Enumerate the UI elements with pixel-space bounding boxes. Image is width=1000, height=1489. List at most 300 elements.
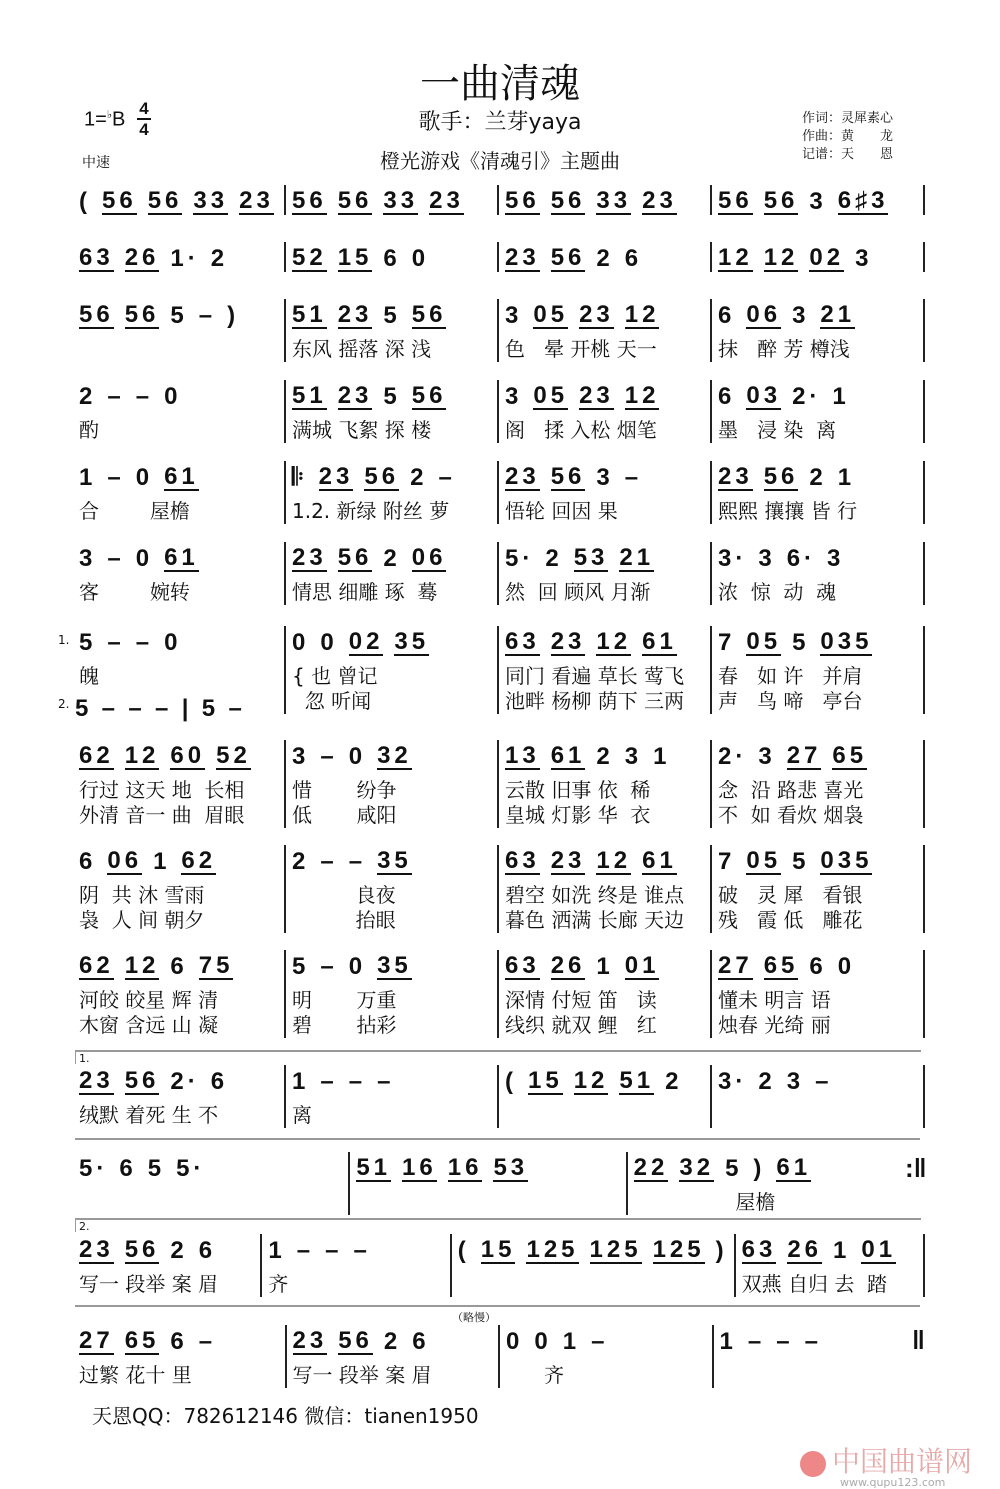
volta-bracket-2 [75,1218,921,1232]
notes [292,845,491,875]
note-group: 6· [786,545,817,572]
note-group: 2 [79,383,97,410]
measure [73,1234,262,1297]
lyric-line: 行过 这天 地 长相 [79,778,245,802]
note-group: 56 [124,1236,160,1263]
notes [79,299,278,329]
note-group: 1 [837,464,856,491]
note-group: 33 [596,187,632,214]
note-group: 61 [776,1154,812,1181]
note-group: 26 [124,244,160,271]
note-group: 56 [550,244,586,271]
lyric-line: 木窗 含远 山 凝 [79,1013,219,1037]
volta-bracket-1-cont [75,1138,920,1152]
note-group: 21 [619,544,655,571]
note-group: – [135,383,154,410]
note-group: 1· [170,245,200,272]
staff-system [73,242,925,272]
note-group: – [198,302,217,329]
subtitle: 橙光游戏《清魂引》主题曲 [380,149,620,173]
note-group: – [377,1068,395,1095]
notes [79,845,278,875]
note-group: 1 [832,383,850,410]
note-group: 05 [746,628,782,655]
note-group: 23 [337,382,373,409]
notes [292,542,491,572]
note-group: 0 [135,545,154,572]
note-group: 3 [792,302,810,329]
note-group: 0 [348,953,367,980]
lyric-line: 写一 段举 案 眉 [79,1272,219,1296]
note-group: 2 [410,464,428,491]
measure [286,380,499,443]
lyric-line: 同门 看遍 草长 莺飞 [505,664,685,688]
note-group: 0 [164,629,182,656]
notes [505,845,704,875]
note-group: – [198,1328,217,1355]
note-group: 56 [124,301,160,328]
note-group: – [107,545,125,572]
staff-system [73,845,925,933]
staff-system [73,950,925,1038]
note-group: 63 [741,1236,777,1263]
notes [720,1325,920,1355]
measure [262,1234,451,1297]
staff-system [73,1065,925,1128]
note-group: 5 [79,629,97,656]
note-group: 51 [292,301,327,328]
note-group: 2 [383,545,401,572]
measure [499,299,712,362]
note-group: 56 [763,463,799,490]
repeat-end-barline: :‖ [905,1153,927,1183]
note-group: 23 [292,544,327,571]
lyric-line: 情思 细雕 琢 蓦 [292,580,438,604]
lyric-line: 墨 浸 染 离 [718,418,837,442]
note-group: 32 [679,1154,715,1181]
notes [505,740,704,770]
note-group: 27 [79,1327,114,1354]
note-group: 35 [394,628,430,655]
lyric-line: 写一 段举 案 眉 [292,1363,432,1387]
note-group: 0 [411,245,430,272]
note-group: 5 [147,1155,166,1182]
notes [718,185,917,215]
lyric-line: 念 沿 路悲 喜光 [718,778,864,802]
note-group: 23 [642,187,677,214]
lyric-line: 酌 [79,418,99,442]
note-group: 22 [633,1154,669,1181]
note-group: 23 [718,463,753,490]
note-group: 3 [624,743,643,770]
measure [73,542,286,605]
notes [458,1234,728,1264]
note-group: 56 [550,187,586,214]
note-group: 2 [665,1068,683,1095]
note-group: 23 [318,463,354,490]
measure [73,1152,350,1215]
watermark-text: 中国曲谱网 [832,1445,973,1478]
measure [286,542,499,605]
note-group: – [135,629,154,656]
note-group: 6 [412,1328,430,1355]
note-group: 65 [763,952,799,979]
notes [718,950,917,980]
measure [714,1325,926,1388]
note-group: 0 [837,953,856,980]
note-group: 12 [124,952,160,979]
note-group: 02 [348,628,384,655]
note-group: 05 [533,382,569,409]
note-group: 3· [718,1068,748,1095]
note-group: – [320,953,338,980]
note-group: 1 [562,1328,581,1355]
note-group: ( [79,188,91,215]
credits [802,110,893,164]
note-group: 3 [758,743,776,770]
measure [499,950,712,1038]
tempo: 中速 [82,155,110,171]
note-group: 35 [377,952,412,979]
lyric-line: 深情 付短 笛 读 [505,988,657,1012]
note-group: 23 [79,1236,114,1263]
note-group: 61 [642,628,677,655]
note-group: – [320,743,338,770]
measure [73,845,286,933]
note-group: 1 [292,1068,310,1095]
note-group: 02 [809,244,845,271]
note-group: 3 [596,464,614,491]
notes [742,1234,917,1264]
lyric-line: 残 霞 低 雕花 [718,908,863,932]
note-group: 51 [619,1067,655,1094]
note-group: 6 [718,302,736,329]
note-group: 12 [624,301,660,328]
note-group: 6 [718,383,736,410]
note-group: 6 [383,245,401,272]
lyric-line: 浓 惊 动 魂 [718,580,837,604]
note-group: 32 [377,742,412,769]
measure [712,1065,925,1128]
measure [712,740,925,828]
second-ending-label: 2. [58,697,70,711]
notes [505,380,704,410]
note-group: 56 [124,1067,160,1094]
note-group: 23 [550,847,586,874]
note-group: 26 [787,1236,823,1263]
lyric-line: 屋檐 [633,1190,776,1214]
notes [718,740,917,770]
note-group: 3 [809,188,827,215]
note-group: 56 [337,187,373,214]
note-group: 6 [210,1068,229,1095]
note-group: 15 [528,1067,563,1094]
note-group: – [320,848,338,875]
notes [505,542,704,572]
staff-system [73,740,925,828]
note-group: 62 [79,742,114,769]
key-prefix: 1= [84,108,107,131]
lyric-line: 忽 听闻 [292,689,372,713]
measure [499,626,712,714]
lyric-line: 色 晕 开桃 天一 [505,337,657,361]
note-group: 52 [216,742,251,769]
volta-bracket-1 [75,1050,921,1064]
key-note: B [112,108,126,131]
volta-1-label: 1. [79,1052,90,1065]
volta-bracket-2-cont [75,1305,920,1319]
note-group: 56 [718,187,753,214]
measure [73,185,286,215]
note-group: – [804,1328,822,1355]
notes [292,242,491,272]
lyric-line: 不 如 看炊 烟袅 [718,803,864,827]
note-group: 23 [429,187,464,214]
note-group: 23 [337,301,373,328]
note-group: 3 [758,545,776,572]
note-group: – [438,464,456,491]
note-group: 125 [652,1236,705,1263]
notes [292,740,491,770]
note-group: 51 [292,382,327,409]
note-group: 56 [337,544,373,571]
note-group: – [348,1068,367,1095]
note-group: 125 [526,1236,579,1263]
lyric-line: 良夜 [292,883,396,907]
volta-2-label: 2. [79,1220,90,1233]
note-group: 1 [719,1328,737,1355]
note-group: 0 [348,743,367,770]
key-signature [84,108,125,132]
measure [712,950,925,1038]
note-group: 6♯3 [837,187,889,214]
notes [718,461,917,491]
note-group: 3 [505,302,523,329]
lyric-line: 抹 醉 芳 樽浅 [718,337,850,361]
lyricist: 作词：灵犀素心 [802,111,894,126]
staff-system [73,299,925,362]
lyric-line: 东风 摇落 深 浅 [292,337,432,361]
lyric-line: 云散 旧事 依 稀 [505,778,651,802]
notes [356,1152,619,1182]
measure [286,626,499,714]
measure [286,1065,499,1128]
note-group: 63 [505,952,540,979]
measure [286,299,499,362]
note-group: 35 [377,847,412,874]
measure [286,845,499,933]
note-group: 63 [505,847,540,874]
note-group: 62 [181,847,217,874]
lyric-line: 客 婉转 [79,580,190,604]
notes [505,461,704,491]
notes [79,461,278,491]
note-group: 56 [102,187,137,214]
note-group: 0 [292,629,310,656]
slow-annotation: （略慢） [452,1311,496,1324]
note-group: 61 [550,742,586,769]
notes [718,380,917,410]
note-group: 035 [820,628,873,655]
note-group: 27 [718,952,753,979]
measure [73,1325,287,1388]
note-group: 53 [573,544,609,571]
notes [505,1065,704,1095]
measure [73,242,286,272]
flat-sign: ♭ [106,109,113,121]
note-group: 1 [833,1237,851,1264]
measure [499,845,712,933]
note-group: 56 [338,1327,373,1354]
note-group: 12 [596,628,632,655]
lyric-line: 暮色 洒满 长廊 天边 [505,908,685,932]
measure [73,1065,286,1128]
notes [79,185,278,215]
lyric-line: 1.2. 新绿 附丝 萝 [292,499,450,523]
note-group: 2 [292,848,310,875]
note-group: 5 [792,629,810,656]
note-group: – [107,629,125,656]
note-group: ( [457,1237,470,1264]
note-group: 3 [79,545,97,572]
note-group: ) [227,302,240,329]
note-group: 56 [411,301,447,328]
final-barline: ‖ [912,1325,925,1355]
lyric-line: 过繁 花十 里 [79,1363,192,1387]
staff-system [73,1152,903,1215]
note-group: 06 [746,301,782,328]
note-group: 01 [624,952,660,979]
lyric-line: 然 回 顾风 月渐 [505,580,651,604]
lyric-line: 低 咸阳 [292,803,397,827]
singer: 歌手：兰芽yaya [418,110,582,135]
notes [79,1325,279,1355]
note-group: 51 [356,1154,392,1181]
note-group: 3 [827,545,845,572]
note-group: 1 [153,848,171,875]
notes [79,740,278,770]
notes [505,242,704,272]
notes [718,299,917,329]
measure [286,185,499,215]
note-group: – [107,464,125,491]
note-group: 61 [642,847,677,874]
note-group: 52 [292,244,327,271]
notes [718,1065,917,1095]
note-group: 2 [383,1328,402,1355]
notes [718,845,917,875]
time-bottom: 4 [139,120,149,139]
measure [712,626,925,714]
notes [79,626,278,656]
note-group: 6 [170,1328,188,1355]
note-group: ) [715,1237,728,1264]
measure [452,1234,736,1297]
notes [718,626,917,656]
measure [286,740,499,828]
lyric-line: 双燕 自归 去 踏 [741,1272,888,1296]
notes [505,185,704,215]
measure [712,242,925,272]
measure [499,542,712,605]
note-group: 05 [533,301,569,328]
note-group: 7 [718,848,736,875]
lyric-line: 破 灵 犀 看银 [718,883,863,907]
measure [73,950,286,1038]
lyric-line: 声 鸟 啼 亭台 [718,689,863,713]
note-group: 65 [124,1327,160,1354]
notes [79,542,278,572]
lyric-line: 河皎 皎星 辉 清 [79,988,219,1012]
note-group: – [320,1068,338,1095]
note-group: 56 [292,187,327,214]
note-group: 12 [763,244,799,271]
note-group: 𝄆 [292,464,308,491]
note-group: 13 [505,742,540,769]
notes [506,1325,706,1355]
lyric-line: { 也 曾记 [292,664,378,688]
note-group: 12 [624,382,660,409]
note-group: 3 [855,245,873,272]
note-group: 2· [170,1068,200,1095]
note-group: 12 [573,1067,609,1094]
note-group: 6 [119,1155,137,1182]
note-group: 125 [589,1236,642,1263]
note-group: 56 [505,187,540,214]
measure [499,185,712,215]
lyric-line: 阁 揉 入松 烟笔 [505,418,657,442]
note-group: 16 [402,1154,437,1181]
notes [292,950,491,980]
measure [712,542,925,605]
note-group: 63 [505,628,540,655]
note-group: 23 [79,1067,114,1094]
note-group: 2 [210,245,229,272]
note-group: 2 [545,545,563,572]
note-group: 035 [820,847,873,874]
note-group: 0 [320,629,338,656]
measure [499,1065,712,1128]
staff-system [73,542,925,605]
note-group: – [107,383,125,410]
footer-contact: 天恩QQ：782612146 微信：tianen1950 [92,1404,479,1428]
time-signature [137,99,151,139]
note-group: 61 [164,544,199,571]
notes [292,461,491,491]
notes [718,242,917,272]
note-group: 3· [718,545,748,572]
note-group: 3 [505,383,523,410]
note-group: 23 [579,301,614,328]
notes [79,380,278,410]
note-group: – [776,1328,794,1355]
note-group: 23 [505,244,540,271]
measure [499,740,712,828]
watermark-logo-icon [800,1451,826,1477]
lyric-line: 熙熙 攘攘 皆 行 [718,499,858,523]
lyric-line: 魄 [79,664,99,688]
transcriber: 记谱：天 恩 [802,147,894,162]
measure [712,845,925,933]
note-group: 61 [164,463,199,490]
note-group: 27 [786,742,822,769]
note-group: 0 [534,1328,552,1355]
lyric-line: 明 万重 [292,988,397,1012]
note-group: 05 [746,847,782,874]
staff-system [73,380,925,443]
note-group: 2· [718,743,748,770]
note-group: 03 [746,382,782,409]
